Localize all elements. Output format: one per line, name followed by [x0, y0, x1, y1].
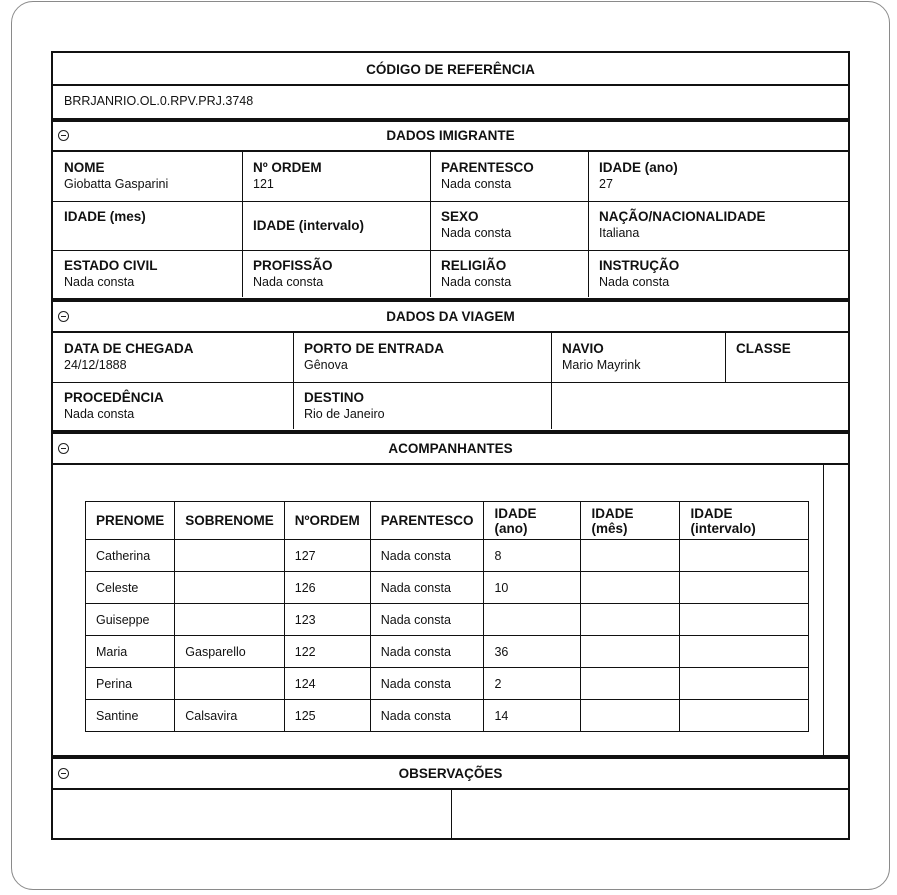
field-label: DESTINO	[304, 390, 365, 405]
field-label: RELIGIÃO	[441, 258, 507, 273]
cell-idade-ano: 2	[484, 668, 581, 700]
field-label: CLASSE	[736, 341, 791, 356]
reference-heading: CÓDIGO DE REFERÊNCIA	[366, 62, 535, 77]
field-n-ordem	[242, 152, 430, 201]
table-row	[86, 540, 809, 572]
cell-prenome: Maria	[86, 636, 175, 668]
column-header-idade-ano[interactable]: IDADE (ano)	[484, 502, 581, 540]
field-value: Mario Mayrink	[562, 358, 641, 372]
table-row	[86, 604, 809, 636]
field-value: Nada consta	[253, 275, 324, 289]
cell-prenome: Guiseppe	[86, 604, 175, 636]
cell-n-ordem: 126	[284, 572, 370, 604]
cell-parentesco: Nada consta	[370, 636, 484, 668]
companions-heading: ACOMPANHANTES	[388, 441, 513, 456]
field-value: 24/12/1888	[64, 358, 127, 372]
field-label: IDADE (ano)	[599, 160, 678, 175]
field-nome	[53, 152, 242, 201]
field-value: Nada consta	[64, 275, 135, 289]
field-label: PORTO DE ENTRADA	[304, 341, 445, 356]
cell-idade-intervalo	[680, 636, 809, 668]
field-navio	[551, 333, 725, 382]
immigrant-heading: DADOS IMIGRANTE	[386, 128, 515, 143]
cell-prenome: Catherina	[86, 540, 175, 572]
column-header-idade-mes[interactable]: IDADE (mês)	[581, 502, 680, 540]
table-row	[86, 636, 809, 668]
table-row	[86, 572, 809, 604]
cell-idade-intervalo	[680, 572, 809, 604]
record-form	[51, 51, 850, 840]
field-label: IDADE (intervalo)	[253, 218, 365, 233]
field-value: Giobatta Gasparini	[64, 177, 169, 191]
cell-idade-ano: 36	[484, 636, 581, 668]
cell-idade-ano: 10	[484, 572, 581, 604]
cell-n-ordem: 122	[284, 636, 370, 668]
field-value: 27	[599, 177, 613, 191]
field-value: Rio de Janeiro	[304, 407, 385, 421]
cell-idade-mes	[581, 540, 680, 572]
field-instrucao	[588, 250, 848, 299]
cell-idade-intervalo	[680, 604, 809, 636]
field-classe	[725, 333, 791, 382]
column-header-sobrenome[interactable]: SOBRENOME	[175, 502, 285, 540]
field-sexo	[430, 201, 588, 250]
field-label: IDADE (mes)	[64, 209, 146, 224]
reference-code: BRRJANRIO.OL.0.RPV.PRJ.3748	[64, 94, 254, 108]
column-header-n-ordem[interactable]: NºORDEM	[284, 502, 370, 540]
field-idade-intervalo	[242, 201, 430, 250]
observations-cell-2	[451, 790, 848, 838]
cell-sobrenome	[175, 668, 285, 700]
field-data-de-chegada	[53, 333, 293, 382]
field-profissao	[242, 250, 430, 299]
field-idade-mes	[53, 201, 242, 250]
cell-parentesco: Nada consta	[370, 604, 484, 636]
cell-sobrenome	[175, 572, 285, 604]
cell-parentesco: Nada consta	[370, 700, 484, 732]
cell-prenome: Santine	[86, 700, 175, 732]
field-value: Nada consta	[441, 226, 512, 240]
cell-n-ordem: 124	[284, 668, 370, 700]
field-label: SEXO	[441, 209, 479, 224]
cell-sobrenome: Calsavira	[175, 700, 285, 732]
column-header-idade-intervalo[interactable]: IDADE (intervalo)	[680, 502, 809, 540]
field-value: Nada consta	[441, 177, 512, 191]
cell-idade-mes	[581, 636, 680, 668]
cell-sobrenome	[175, 540, 285, 572]
field-parentesco	[430, 152, 588, 201]
cell-prenome: Celeste	[86, 572, 175, 604]
field-label: PROCEDÊNCIA	[64, 390, 164, 405]
cell-idade-ano	[484, 604, 581, 636]
field-value: Gênova	[304, 358, 348, 372]
field-value: 121	[253, 177, 274, 191]
cell-idade-mes	[581, 604, 680, 636]
cell-idade-ano: 14	[484, 700, 581, 732]
cell-parentesco: Nada consta	[370, 540, 484, 572]
field-label: DATA DE CHEGADA	[64, 341, 194, 356]
field-label: PARENTESCO	[441, 160, 534, 175]
column-header-prenome[interactable]: PRENOME	[86, 502, 175, 540]
cell-idade-mes	[581, 572, 680, 604]
field-label: NAVIO	[562, 341, 604, 356]
companions-scrollbar-track[interactable]	[823, 465, 824, 755]
field-label: NAÇÃO/NACIONALIDADE	[599, 209, 766, 224]
field-value: Nada consta	[64, 407, 135, 421]
cell-idade-mes	[581, 668, 680, 700]
field-value: Nada consta	[599, 275, 670, 289]
cell-n-ordem: 127	[284, 540, 370, 572]
cell-parentesco: Nada consta	[370, 668, 484, 700]
trip-heading: DADOS DA VIAGEM	[386, 309, 515, 324]
field-label: PROFISSÃO	[253, 258, 333, 273]
field-label: Nº ORDEM	[253, 160, 322, 175]
cell-idade-intervalo	[680, 668, 809, 700]
field-value: Nada consta	[441, 275, 512, 289]
field-estado-civil	[53, 250, 242, 299]
field-procedencia	[53, 382, 293, 431]
cell-prenome: Perina	[86, 668, 175, 700]
field-religiao	[430, 250, 588, 299]
observations-cell-1	[53, 790, 451, 838]
cell-idade-mes	[581, 700, 680, 732]
column-header-parentesco[interactable]: PARENTESCO	[370, 502, 484, 540]
field-value: Italiana	[599, 226, 640, 240]
field-label: NOME	[64, 160, 105, 175]
companions-table	[85, 501, 809, 732]
field-nacao-nacionalidade	[588, 201, 848, 250]
field-label: INSTRUÇÃO	[599, 258, 680, 273]
cell-idade-intervalo	[680, 540, 809, 572]
field-label: ESTADO CIVIL	[64, 258, 158, 273]
field-porto-de-entrada	[293, 333, 551, 382]
cell-idade-ano: 8	[484, 540, 581, 572]
cell-n-ordem: 123	[284, 604, 370, 636]
cell-n-ordem: 125	[284, 700, 370, 732]
table-row	[86, 700, 809, 732]
table-row	[86, 668, 809, 700]
observations-heading: OBSERVAÇÕES	[398, 766, 503, 781]
cell-idade-intervalo	[680, 700, 809, 732]
cell-parentesco: Nada consta	[370, 572, 484, 604]
cell-sobrenome: Gasparello	[175, 636, 285, 668]
field-destino	[293, 382, 551, 431]
field-idade-ano	[588, 152, 848, 201]
cell-sobrenome	[175, 604, 285, 636]
